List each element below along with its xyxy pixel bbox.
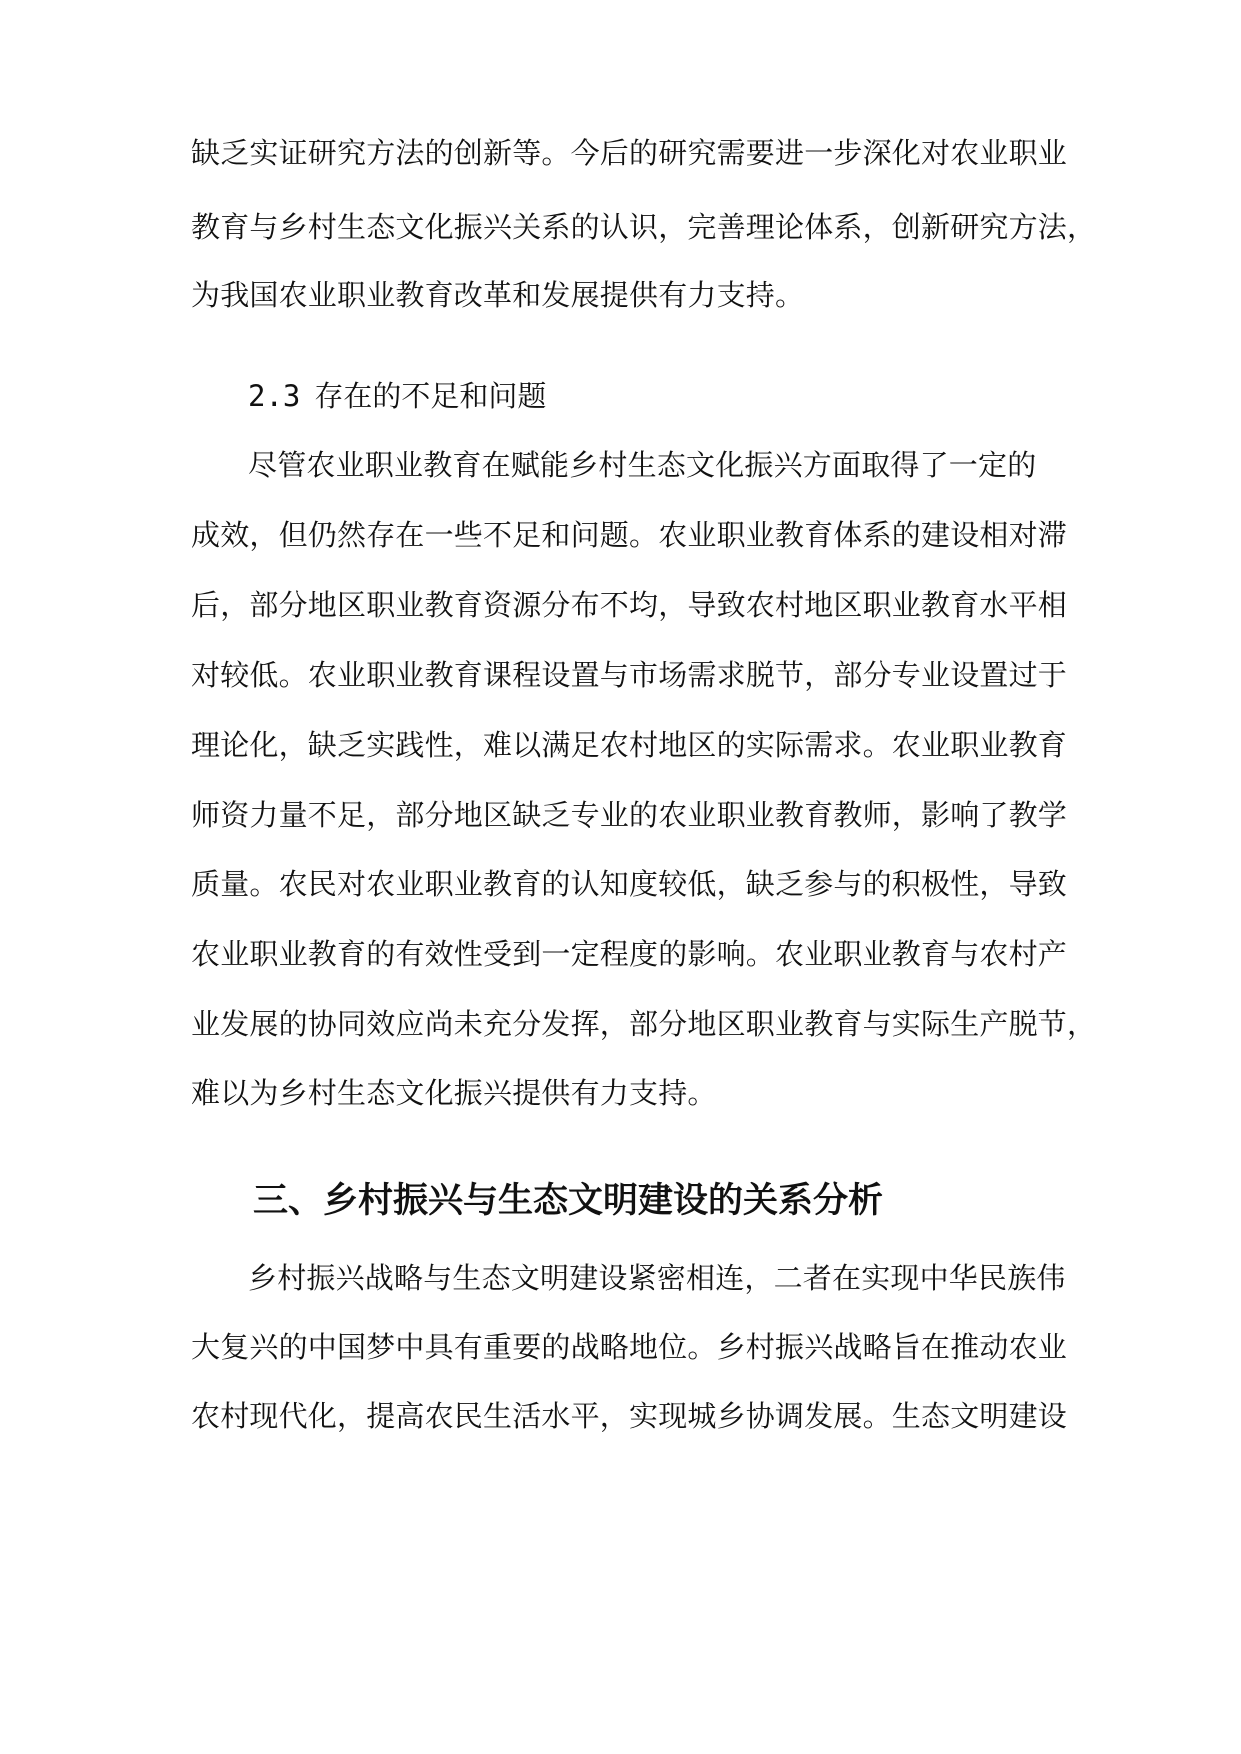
paragraph-2-line-8: 农业职业教育的有效性受到一定程度的影响。农业职业教育与农村产 — [191, 937, 1068, 971]
paragraph-2-line-7: 质量。农民对农业职业教育的认知度较低，缺乏参与的积极性，导致 — [191, 867, 1068, 901]
paragraph-2-line-6: 师资力量不足，部分地区缺乏专业的农业职业教育教师，影响了教学 — [191, 798, 1068, 832]
section-title: 存在的不足和问题 — [314, 379, 547, 413]
paragraph-2-line-4: 对较低。农业职业教育课程设置与市场需求脱节，部分专业设置过于 — [191, 658, 1068, 692]
paragraph-2-line-3: 后，部分地区职业教育资源分布不均，导致农村地区职业教育水平相 — [191, 588, 1068, 622]
paragraph-1-line-2: 教育与乡村生态文化振兴关系的认识，完善理论体系，创新研究方法， — [191, 210, 1097, 244]
section-number: 2.3 — [248, 379, 301, 413]
section-heading-2-3 — [248, 374, 546, 418]
chapter-heading-3: 三、乡村振兴与生态文明建设的关系分析 — [253, 1181, 884, 1221]
paragraph-2-line-1: 尽管农业职业教育在赋能乡村生态文化振兴方面取得了一定的 — [248, 448, 1037, 482]
paragraph-2-line-9: 业发展的协同效应尚未充分发挥，部分地区职业教育与实际生产脱节， — [191, 1007, 1097, 1041]
paragraph-3-line-2: 大复兴的中国梦中具有重要的战略地位。乡村振兴战略旨在推动农业 — [191, 1330, 1068, 1364]
paragraph-1-line-3: 为我国农业职业教育改革和发展提供有力支持。 — [191, 278, 805, 312]
paragraph-2-line-10: 难以为乡村生态文化振兴提供有力支持。 — [191, 1076, 717, 1110]
paragraph-2-line-2: 成效，但仍然存在一些不足和问题。农业职业教育体系的建设相对滞 — [191, 518, 1068, 552]
paragraph-3-line-1: 乡村振兴战略与生态文明建设紧密相连，二者在实现中华民族伟 — [248, 1261, 1066, 1295]
paragraph-3-line-3: 农村现代化，提高农民生活水平，实现城乡协调发展。生态文明建设 — [191, 1399, 1068, 1433]
paragraph-1-line-1: 缺乏实证研究方法的创新等。今后的研究需要进一步深化对农业职业 — [191, 136, 1068, 170]
paragraph-2-line-5: 理论化，缺乏实践性，难以满足农村地区的实际需求。农业职业教育 — [191, 728, 1068, 762]
